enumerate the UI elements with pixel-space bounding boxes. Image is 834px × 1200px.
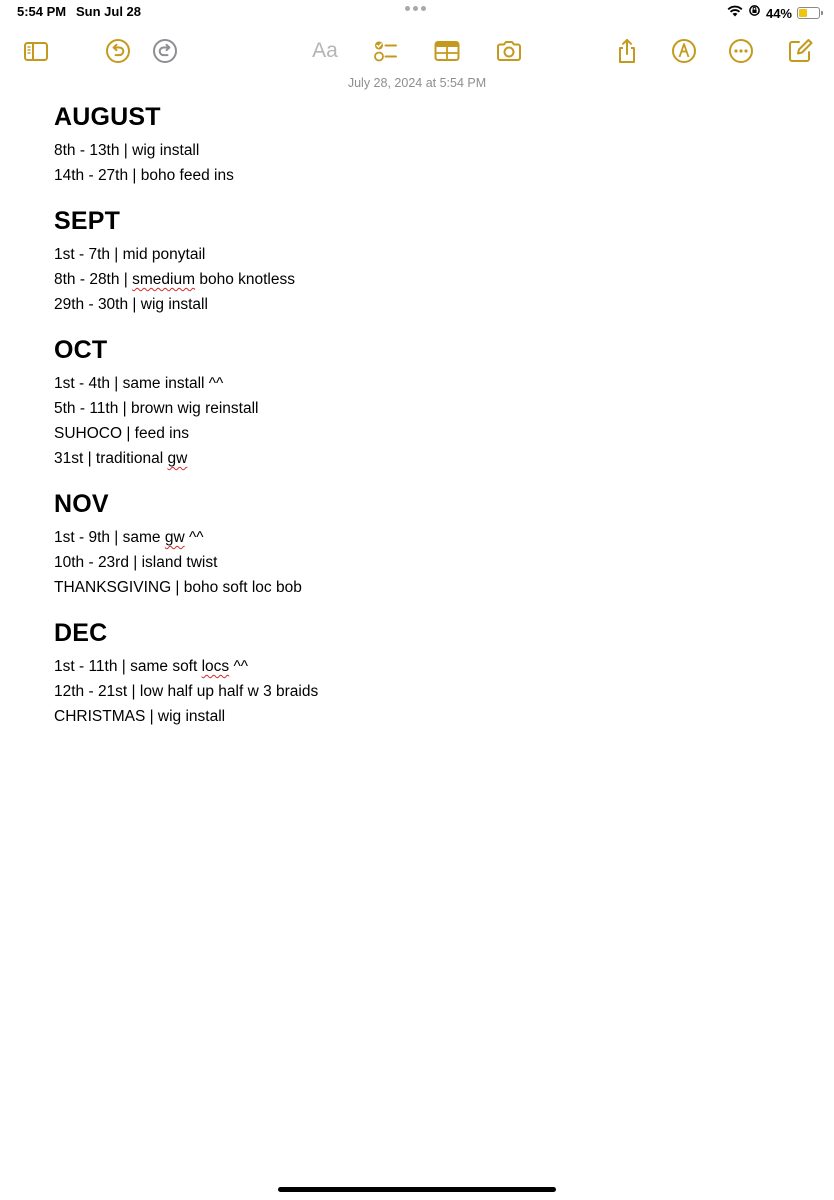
entry-list bbox=[54, 138, 794, 188]
entry-text: 1st - 9th | same bbox=[54, 529, 165, 546]
month-heading: NOV bbox=[54, 490, 109, 518]
undo-icon[interactable] bbox=[103, 36, 133, 66]
wifi-icon bbox=[727, 4, 743, 22]
entry-list bbox=[54, 371, 794, 471]
note-date: July 28, 2024 at 5:54 PM bbox=[347, 76, 487, 90]
entry-text: 5th - 11th | brown wig reinstall bbox=[54, 400, 259, 417]
note-section bbox=[54, 489, 794, 600]
markup-icon[interactable] bbox=[669, 36, 699, 66]
battery-percent: 44% bbox=[765, 5, 792, 21]
month-heading: OCT bbox=[54, 336, 108, 364]
misspelled-word: locs bbox=[201, 658, 230, 675]
compose-icon[interactable] bbox=[785, 36, 815, 66]
share-icon[interactable] bbox=[612, 36, 642, 66]
schedule-entry bbox=[54, 138, 794, 163]
orientation-lock-icon bbox=[748, 4, 761, 22]
schedule-entry bbox=[54, 575, 794, 600]
entry-text: 10th - 23rd | island twist bbox=[54, 554, 218, 571]
month-heading: AUGUST bbox=[54, 103, 161, 131]
table-icon[interactable] bbox=[432, 36, 462, 66]
entry-text: 31st | traditional bbox=[54, 450, 168, 467]
note-section bbox=[54, 618, 794, 729]
notes-toolbar bbox=[0, 32, 834, 70]
entry-text: 1st - 7th | mid ponytail bbox=[54, 246, 206, 263]
entry-text: THANKSGIVING | boho soft loc bob bbox=[54, 579, 302, 596]
more-icon[interactable] bbox=[726, 36, 756, 66]
status-bar bbox=[0, 0, 834, 26]
camera-icon[interactable] bbox=[494, 36, 524, 66]
note-body[interactable] bbox=[54, 100, 794, 747]
sidebar-icon[interactable] bbox=[21, 36, 51, 66]
battery-level bbox=[799, 9, 807, 17]
schedule-entry bbox=[54, 163, 794, 188]
misspelled-word: gw bbox=[167, 450, 188, 467]
entry-text: ^^ bbox=[229, 658, 249, 675]
entry-text: SUHOCO | feed ins bbox=[54, 425, 189, 442]
month-heading: SEPT bbox=[54, 207, 121, 235]
status-date: Sun Jul 28 bbox=[76, 4, 142, 19]
schedule-entry bbox=[54, 371, 794, 396]
status-time: 5:54 PM bbox=[17, 4, 67, 19]
entry-text: 12th - 21st | low half up half w 3 braids bbox=[54, 683, 319, 700]
schedule-entry bbox=[54, 550, 794, 575]
misspelled-word: smedium bbox=[132, 271, 196, 288]
status-indicators bbox=[727, 4, 820, 22]
schedule-entry bbox=[54, 396, 794, 421]
entry-text: 1st - 11th | same soft bbox=[54, 658, 202, 675]
entry-text: 8th - 13th | wig install bbox=[54, 142, 200, 159]
format-text-button[interactable] bbox=[308, 36, 342, 66]
schedule-entry bbox=[54, 292, 794, 317]
schedule-entry bbox=[54, 242, 794, 267]
entry-text: 1st - 4th | same install ^^ bbox=[54, 375, 224, 392]
entry-list bbox=[54, 242, 794, 317]
entry-text: 8th - 28th | bbox=[54, 271, 133, 288]
schedule-entry bbox=[54, 654, 794, 679]
schedule-entry bbox=[54, 679, 794, 704]
battery-icon bbox=[797, 7, 820, 19]
entry-text: 29th - 30th | wig install bbox=[54, 296, 208, 313]
format-label: Aa bbox=[312, 39, 338, 62]
misspelled-word: gw bbox=[164, 529, 185, 546]
schedule-entry bbox=[54, 446, 794, 471]
entry-text: ^^ bbox=[184, 529, 204, 546]
entry-text: 14th - 27th | boho feed ins bbox=[54, 167, 234, 184]
note-section bbox=[54, 102, 794, 188]
schedule-entry bbox=[54, 704, 794, 729]
home-indicator[interactable] bbox=[278, 1187, 556, 1192]
redo-icon[interactable] bbox=[150, 36, 180, 66]
entry-list bbox=[54, 654, 794, 729]
checklist-icon[interactable] bbox=[370, 36, 400, 66]
schedule-entry bbox=[54, 267, 794, 292]
entry-list bbox=[54, 525, 794, 600]
schedule-entry bbox=[54, 525, 794, 550]
schedule-entry bbox=[54, 421, 794, 446]
multitasking-menu-icon[interactable] bbox=[405, 6, 426, 11]
entry-text: CHRISTMAS | wig install bbox=[54, 708, 226, 725]
entry-text: boho knotless bbox=[195, 271, 295, 288]
note-section bbox=[54, 335, 794, 471]
month-heading: DEC bbox=[54, 619, 108, 647]
note-section bbox=[54, 206, 794, 317]
